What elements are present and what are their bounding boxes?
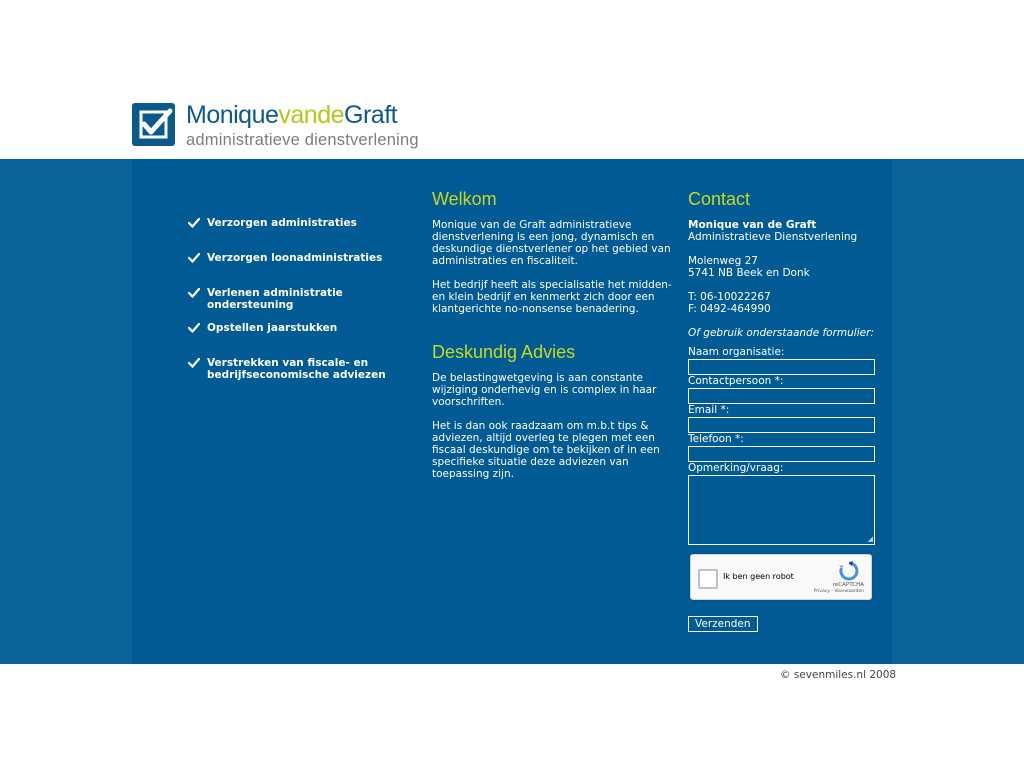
service-item [188, 252, 398, 287]
footer-credit[interactable]: © sevenmiles.nl 2008 [780, 669, 897, 681]
submit-button[interactable]: Verzenden [688, 616, 758, 632]
service-item [188, 357, 398, 392]
service-item [188, 217, 398, 252]
contact-street: Molenweg 27 [688, 255, 758, 267]
advies-paragraph-2: Het is dan ook raadzaam om m.b.t tips & adviezen, altijd overleg te plegen met een fiscaal deskundige om te bekijken of in een specifieke situatie deze adviezen van toepassing zijn. [432, 420, 660, 480]
contact-city: 5741 NB Beek en Donk [688, 267, 810, 279]
welkom-heading: Welkom [432, 189, 497, 209]
intro-column [432, 189, 672, 480]
check-icon [188, 323, 200, 333]
organisatie-label: Naam organisatie: [688, 346, 785, 358]
form-note: Of gebruik onderstaande formulier: [688, 327, 874, 339]
contact-column [688, 189, 888, 545]
advies-paragraph-1: De belastingwetgeving is aan constante wijziging onderhevig en is complex in haar voorschriften. [432, 372, 657, 408]
recaptcha-brand: reCAPTCHA [832, 582, 864, 588]
telefoon-input[interactable] [688, 446, 875, 462]
brand-name-middle: vande [278, 101, 345, 129]
service-label: Verzorgen administraties [207, 217, 357, 229]
service-item [188, 322, 398, 357]
check-icon [188, 218, 200, 228]
recaptcha-checkbox[interactable] [698, 569, 718, 589]
checkmark-logo-icon [132, 103, 175, 146]
email-label: Email *: [688, 404, 730, 416]
telefoon-label: Telefoon *: [688, 433, 744, 445]
services-list [188, 217, 398, 392]
contact-phone: T: 06-10022267 [688, 291, 771, 303]
opmerking-label: Opmerking/vraag: [688, 462, 784, 474]
check-icon [188, 253, 200, 263]
brand-name-last: Graft [344, 101, 398, 129]
resize-handle-icon[interactable]: ◢ [867, 535, 873, 543]
contact-fax: F: 0492-464990 [688, 303, 771, 315]
contactpersoon-input[interactable] [688, 388, 875, 404]
contact-company: Administratieve Dienstverlening [688, 231, 858, 243]
brand-name-first: Monique [186, 101, 279, 129]
organisatie-input[interactable] [688, 359, 875, 375]
header [0, 0, 1024, 159]
advies-heading: Deskundig Advies [432, 342, 576, 362]
service-label: Verzorgen loonadministraties [207, 252, 383, 264]
contact-heading: Contact [688, 189, 751, 209]
service-item [188, 287, 398, 322]
contactpersoon-label: Contactpersoon *: [688, 375, 784, 387]
check-icon [188, 288, 200, 298]
email-input[interactable] [688, 417, 875, 433]
brand-tagline: administratieve dienstverlening [186, 131, 419, 149]
opmerking-textarea[interactable] [688, 475, 875, 545]
check-icon [188, 358, 200, 368]
service-label: Opstellen jaarstukken [207, 322, 338, 334]
service-label: Verlenen administratie ondersteuning [207, 287, 343, 311]
welkom-paragraph-2: Het bedrijf heeft als specialisatie het midden- en klein bedrijf en kenmerkt zich door een klantgerichte no-nonsense benadering. [432, 279, 672, 315]
recaptcha-widget [690, 554, 872, 600]
recaptcha-logo-icon [837, 560, 861, 582]
recaptcha-links[interactable]: Privacy - Voorwaarden [813, 589, 864, 594]
welkom-paragraph-1: Monique van de Graft administratieve dienstverlening is een jong, dynamisch en deskundige dienstverlener op het gebied van administraties en fiscaliteit. [432, 219, 671, 267]
recaptcha-label: Ik ben geen robot [723, 572, 794, 581]
contact-name: Monique van de Graft [688, 219, 817, 231]
brand-name [186, 101, 397, 130]
service-label: Verstrekken van fiscale- en bedrijfseconomische adviezen [207, 357, 386, 381]
